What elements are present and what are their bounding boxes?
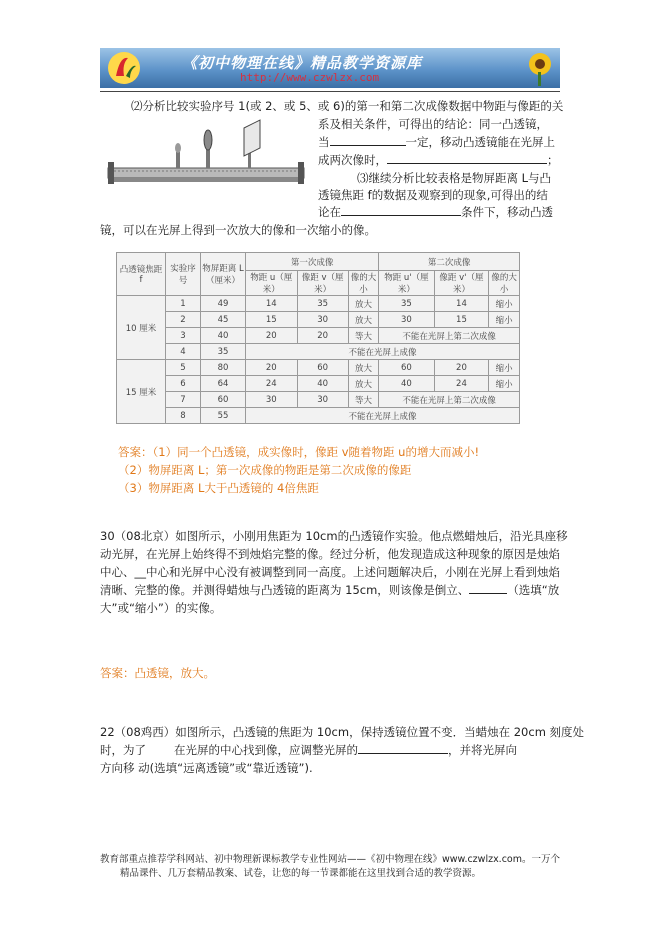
q3-line-2: 透镜焦距 f的数据及观察到的现象,可得出的结 [318, 188, 548, 202]
table-header-size2: 像的大小 [489, 271, 520, 296]
answer-1-line-1: 答案：（1）同一个凸透镜，成实像时，像距 v随着物距 u的增大而减小! [118, 445, 480, 459]
answer-1-line-3: （3）物屏距离 L大于凸透镜的 4倍焦距 [118, 481, 319, 495]
optical-bench-illustration [104, 112, 309, 192]
q22-line-3: 方向移 动(选填“远离透镜”或“靠近透镜”). [100, 761, 313, 775]
table-focal-15: 15 厘米 [117, 360, 166, 424]
answer-blank[interactable] [387, 151, 547, 164]
table-row: 8 55 不能在光屏上成像 [117, 408, 520, 424]
q2-line-3: 当 一定，移动凸透镜能在光屏上 [318, 135, 555, 149]
q30-line-1: 30（08北京）如图所示，小刚用焦距为 10cm的凸透镜作实验。他点燃蜡烛后，沿光具座移 [100, 529, 568, 543]
q30-line-5: 大”或“缩小”）的实像。 [100, 601, 222, 615]
table-row: 6 64 24 40 放大 40 24 缩小 [117, 376, 520, 392]
table-row: 2 45 15 30 放大 30 15 缩小 [117, 312, 520, 328]
footer-line-2: 精品课件、几万套精品教案、试卷，让您的每一节课都能在这里找到合适的教学资源。 [120, 868, 482, 879]
table-row: 7 60 30 30 等大 不能在光屏上第二次成像 [117, 392, 520, 408]
table-header-size: 像的大小 [348, 271, 379, 296]
table-header-v2: 像距 v'（厘米） [434, 271, 489, 296]
q3-line-4: 镜，可以在光屏上得到一次放大的像和一次缩小的像。 [100, 223, 376, 237]
table-header-index: 实验序号 [166, 253, 201, 296]
q30-line-3: 中心、__中心和光屏中心没有被调整到同一高度。上述问题解决后，小刚在光屏上看到烛焰 [100, 565, 560, 579]
q2-line-4: 成两次像时， ； [318, 153, 559, 167]
table-row: 3 40 20 20 等大 不能在光屏上第二次成像 [117, 328, 520, 344]
table-group-first: 第一次成像 [246, 253, 379, 271]
table-header-v: 像距 v（厘米） [297, 271, 348, 296]
q3-line-3: 论在 条件下，移动凸透 [318, 205, 553, 219]
q3-line-1: ⑶继续分析比较表格是物屏距离 L与凸 [357, 171, 552, 185]
table-group-second: 第二次成像 [379, 253, 520, 271]
table-row: 15 厘米 5 80 20 60 放大 60 20 缩小 [117, 360, 520, 376]
q30-line-2: 动光屏，在光屏上始终得不到烛焰完整的像。经过分析，他发现造成这种现象的原因是烛焰 [100, 547, 560, 561]
answer-1-line-2: （2）物屏距离 L；第一次成像的物距是第二次成像的像距 [118, 463, 412, 477]
table-header-distance: 物屏距离 L（厘米） [201, 253, 246, 296]
q30-answer: 答案：凸透镜，放大。 [100, 666, 215, 680]
footer-line-1: 教育部重点推荐学科网站、初中物理新课标教学专业性网站——《初中物理在线》www.czwlzx.com。一万个 [100, 854, 560, 865]
answer-blank[interactable] [330, 133, 406, 146]
banner-title: 《初中物理在线》精品教学资源库 [182, 54, 423, 72]
q2-line-2: 系及相关条件，可得出的结论：同一凸透镜， [318, 117, 548, 131]
q22-line-1: 22（08鸡西）如图所示，凸透镜的焦距为 10cm，保持透镜位置不变．当蜡烛在 20cm 刻度处 [100, 725, 585, 739]
q30-line-4: 清晰、完整的像。并测得蜡烛与凸透镜的距离为 15cm，则该像是倒立、 （选填“放 [100, 583, 560, 597]
sunflower-icon [518, 50, 556, 86]
header-banner [100, 48, 560, 88]
table-header-focal: 凸透镜焦距 f [117, 253, 166, 296]
answer-blank[interactable] [469, 581, 507, 594]
table-focal-10: 10 厘米 [117, 296, 166, 360]
answer-blank[interactable] [341, 203, 461, 216]
answer-blank[interactable] [358, 741, 448, 754]
table-header-u: 物距 u（厘米） [246, 271, 298, 296]
banner-url[interactable]: http://www.czwlzx.com [240, 71, 380, 84]
page-footer [100, 853, 570, 881]
table-header-u2: 物距 u'（厘米） [379, 271, 434, 296]
experiment-data-table [116, 252, 520, 424]
header-rule [100, 91, 560, 92]
site-logo-icon [106, 50, 142, 86]
table-row: 10 厘米 1 49 14 35 放大 35 14 缩小 [117, 296, 520, 312]
table-row: 4 35 不能在光屏上成像 [117, 344, 520, 360]
q2-line-1: ⑵分析比较实验序号 1(或 2、或 5、或 6)的第一和第二次成像数据中物距与像距的关 [131, 99, 564, 113]
q22-line-2: 时，为了 在光屏的中心找到像，应调整光屏的 ，并将光屏向 [100, 743, 517, 757]
